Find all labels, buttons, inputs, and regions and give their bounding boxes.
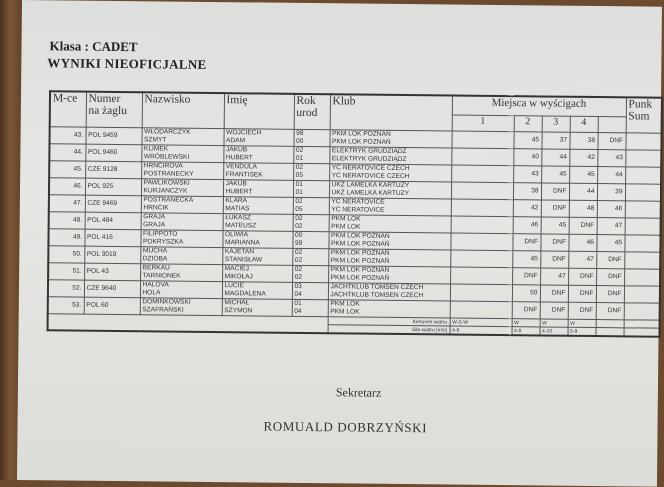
name-cell: MICHAŁ SZYMON xyxy=(222,299,292,317)
place-cell: 44. xyxy=(49,144,85,161)
col-header-year: Rok urod xyxy=(294,94,330,130)
birth-year-cell: 02 05 xyxy=(293,197,329,214)
name-cell: KAJETAN STANISŁAW xyxy=(222,248,292,266)
name-cell: LUCIE MAGDALENA xyxy=(222,282,292,300)
name-cell: OLIWIA MARIANNA xyxy=(222,231,292,249)
col-header-surname: Nazwisko xyxy=(142,92,224,128)
place-cell: 46. xyxy=(49,178,85,195)
club-cell: YC NERATOVICE YC NERATOVICE xyxy=(329,198,451,216)
blank-cell xyxy=(450,284,512,302)
place-cell: 47. xyxy=(49,195,85,212)
race-result-cell: 46 xyxy=(513,217,541,234)
race-number-3: 3 xyxy=(542,116,570,132)
race-result-cell: DNF xyxy=(568,302,596,319)
race-result-cell: DNF xyxy=(512,234,540,251)
blank-cell xyxy=(450,233,512,251)
race-result-cell: 47 xyxy=(540,268,568,285)
blank-cell xyxy=(450,301,512,319)
sail-number-cell: CZE 9128 xyxy=(85,161,141,179)
race-result-cell: DNF xyxy=(597,133,625,150)
surname-cell: POSTRANECKA HRNCIK xyxy=(141,196,223,214)
name-cell: VENDULA FRANTISEK xyxy=(223,163,293,181)
club-cell: PKM LOK POZNAŃ PKM LOK POZNAŃ xyxy=(328,249,450,267)
race-result-cell: DNF xyxy=(541,183,569,200)
surname-cell: BERKAU TARNIONEK xyxy=(140,264,222,282)
wind-value-cell: 5-9 xyxy=(568,327,596,336)
name-cell: JAKUB HUBERT xyxy=(223,146,293,164)
secretary-title: Sekretarz xyxy=(335,385,382,400)
blank-cell xyxy=(450,267,512,285)
sum-cell xyxy=(625,167,661,184)
sail-number-cell: POL 3019 xyxy=(84,246,140,264)
sail-number-cell: POL 925 xyxy=(85,178,141,196)
surname-cell: HRNCIROVA POSTRANECKY xyxy=(141,162,223,180)
race-result-cell: 45 xyxy=(541,166,569,183)
wind-value-cell: W xyxy=(540,319,568,327)
race-result-cell: 45 xyxy=(569,166,597,183)
race-result-cell: 43 xyxy=(597,150,625,167)
class-title: Klasa : CADET xyxy=(49,38,138,55)
race-result-cell: DNF xyxy=(596,303,624,320)
birth-year-cell: 01 04 xyxy=(292,299,328,316)
sail-number-cell: POL 416 xyxy=(84,229,140,247)
col-header-name: Imię xyxy=(224,93,294,129)
race-result-cell: 44 xyxy=(597,167,625,184)
place-cell: 43. xyxy=(49,127,85,144)
sail-number-cell: POL 43 xyxy=(84,263,140,281)
race-number-1: 1 xyxy=(452,115,514,132)
footer-blank-cell xyxy=(624,328,660,337)
blank-cell xyxy=(451,216,513,234)
surname-cell: KLIMEK WRÓBLEWSKI xyxy=(141,145,223,163)
place-cell: 45. xyxy=(49,161,85,178)
surname-cell: GRAJA GRAJA xyxy=(141,213,223,231)
surname-cell: HALOVA HOLA xyxy=(140,281,222,299)
surname-cell: DOMIŃKOWSKI SZAFRAŃSKI xyxy=(140,298,222,316)
surname-cell: PAWLIKOWSKI KURJANCZYK xyxy=(141,179,223,197)
race-result-cell: 40 xyxy=(513,149,541,166)
blank-cell xyxy=(451,182,513,200)
race-result-cell: 45 xyxy=(512,251,540,268)
race-number-2: 2 xyxy=(514,115,542,131)
blank-cell xyxy=(451,148,513,166)
col-header-races: Miejsca w wyścigach xyxy=(452,96,626,117)
race-result-cell: DNF xyxy=(596,252,624,269)
wind-value-cell: 4-10 xyxy=(540,327,568,336)
race-result-cell: 48 xyxy=(569,200,597,217)
club-cell: PKM LOK POZNAŃ PKM LOK POZNAŃ xyxy=(328,266,450,284)
club-cell: PKM LOK POZNAŃ PKM LOK POZNAŃ xyxy=(328,232,450,250)
sum-cell xyxy=(624,286,660,303)
sail-number-cell: POL 9459 xyxy=(85,127,141,145)
results-table xyxy=(47,90,664,337)
club-cell: PKM LOK PKM LOK xyxy=(328,300,450,318)
footer-blank-cell xyxy=(596,320,624,328)
name-cell: JAKUB HUBERT xyxy=(223,180,293,198)
birth-year-cell: 02 02 xyxy=(292,248,328,265)
race-result-cell: 38 xyxy=(513,183,541,200)
race-result-cell: DNF xyxy=(596,269,624,286)
race-result-cell: 39 xyxy=(597,184,625,201)
race-result-cell: 47 xyxy=(568,251,596,268)
race-result-cell: 47 xyxy=(597,218,625,235)
club-cell: PKM LOK POZNAŃ PKM LOK POZNAŃ xyxy=(329,130,451,148)
club-cell: ELEKTRYK GRUDZIĄDZ ELEKTRYK GRUDZIĄDZ xyxy=(329,147,451,165)
place-cell: 49. xyxy=(48,229,84,246)
col-header-sail: Numer na żaglu xyxy=(86,92,142,128)
name-cell: WOJCIECH ADAM xyxy=(223,129,293,147)
sail-number-cell: POL 9460 xyxy=(85,144,141,162)
sum-cell xyxy=(624,269,660,286)
wind-label-cell: Siła wiatru [m/s] xyxy=(328,325,450,335)
birth-year-cell: 01 01 xyxy=(293,180,329,197)
wind-value-cell: W-S-W xyxy=(450,318,512,327)
sail-number-cell: CZE 9469 xyxy=(85,195,141,213)
race-result-cell: DNF xyxy=(569,217,597,234)
race-result-cell: DNF xyxy=(568,285,596,302)
race-result-cell: DNF xyxy=(568,268,596,285)
race-result-cell: 50 xyxy=(512,285,540,302)
birth-year-cell: 00 99 xyxy=(292,231,328,248)
col-header-club: Klub xyxy=(330,94,452,131)
race-result-cell: 45 xyxy=(541,217,569,234)
surname-cell: MUCHA DZIOBA xyxy=(140,247,222,265)
sail-number-cell: CZE 9640 xyxy=(84,280,140,298)
birth-year-cell: 98 00 xyxy=(293,129,329,146)
race-result-cell: 46 xyxy=(597,201,625,218)
race-result-cell: DNF xyxy=(540,302,568,319)
col-header-place: M-ce xyxy=(50,91,86,127)
race-result-cell: 42 xyxy=(569,149,597,166)
name-cell: KLARA MATIAS xyxy=(223,197,293,215)
results-subtitle: WYNIKI NIEOFICJALNE xyxy=(47,55,207,72)
wind-label-cell: Kierunek wiatru xyxy=(328,317,450,326)
sum-cell xyxy=(625,218,661,235)
blank-cell xyxy=(450,250,512,268)
sum-cell xyxy=(624,303,660,320)
sum-cell xyxy=(625,133,661,150)
race-result-cell: 46 xyxy=(568,234,596,251)
club-cell: YC NERATOVICE CZECH YC NERATOVICE CZECH xyxy=(329,164,451,182)
race-result-cell: 45 xyxy=(596,235,624,252)
birth-year-cell: 03 04 xyxy=(292,282,328,299)
race-result-cell: DNF xyxy=(596,286,624,303)
club-cell: PKM LOK PKM LOK xyxy=(329,215,451,233)
race-result-cell: 42 xyxy=(513,200,541,217)
race-result-cell: DNF xyxy=(540,234,568,251)
sail-number-cell: POL 60 xyxy=(84,297,140,315)
race-result-cell: DNF xyxy=(540,251,568,268)
blank-cell xyxy=(451,165,513,183)
footer-blank-cell xyxy=(596,328,624,337)
race-result-cell: DNF xyxy=(512,268,540,285)
club-cell: JACHTKLUB TOMSEN CZECH JACHTKLUB TOMSEN CZECH xyxy=(328,283,450,301)
place-cell: 51. xyxy=(48,263,84,280)
secretary-name: ROMUALD DOBRZYŃSKI xyxy=(263,418,428,436)
race-result-cell: 43 xyxy=(513,166,541,183)
wind-value-cell: 4-8 xyxy=(450,326,512,335)
name-cell: ŁUKASZ MATEUSZ xyxy=(223,214,293,232)
place-cell: 50. xyxy=(48,246,84,263)
col-header-sum: Punk Sum xyxy=(626,97,662,133)
surname-cell: WŁODARCZYK SZMYT xyxy=(141,128,223,146)
race-result-cell: DNF xyxy=(512,302,540,319)
sum-cell xyxy=(624,235,660,252)
name-cell: MACIEJ MIKOŁAJ xyxy=(222,265,292,283)
wind-value-cell: 4-8 xyxy=(512,327,540,336)
birth-year-cell: 02 01 xyxy=(293,146,329,163)
sum-cell xyxy=(624,252,660,269)
footer-spacer xyxy=(48,322,328,333)
race-result-cell: 38 xyxy=(569,132,597,149)
race-result-cell: 44 xyxy=(541,149,569,166)
race-result-cell: 44 xyxy=(569,183,597,200)
sum-cell xyxy=(625,184,661,201)
place-cell: 52. xyxy=(48,280,84,297)
blank-cell xyxy=(451,199,513,217)
place-cell: 48. xyxy=(49,212,85,229)
wind-value-cell: W xyxy=(512,319,540,327)
blank-cell xyxy=(451,131,513,149)
race-result-cell: DNF xyxy=(541,200,569,217)
sum-cell xyxy=(625,150,661,167)
club-cell: UKŻ LAMELKA KARTUZY UKŻ LAMELKA KARTUZY xyxy=(329,181,451,199)
birth-year-cell: 02 02 xyxy=(293,214,329,231)
race-result-cell: DNF xyxy=(540,285,568,302)
sail-number-cell: POL 484 xyxy=(85,212,141,230)
wind-value-cell: W xyxy=(568,319,596,327)
results-sheet xyxy=(17,0,662,487)
race-result-cell: 37 xyxy=(541,132,569,149)
surname-cell: FILIPPOTO POKRYSZKA xyxy=(140,230,222,248)
birth-year-cell: 02 05 xyxy=(293,163,329,180)
race-number-4: 4 xyxy=(570,116,598,132)
sum-cell xyxy=(625,201,661,218)
race-number-blank xyxy=(598,116,626,132)
birth-year-cell: 02 02 xyxy=(292,265,328,282)
place-cell: 53. xyxy=(48,297,84,314)
race-result-cell: 45 xyxy=(513,132,541,149)
